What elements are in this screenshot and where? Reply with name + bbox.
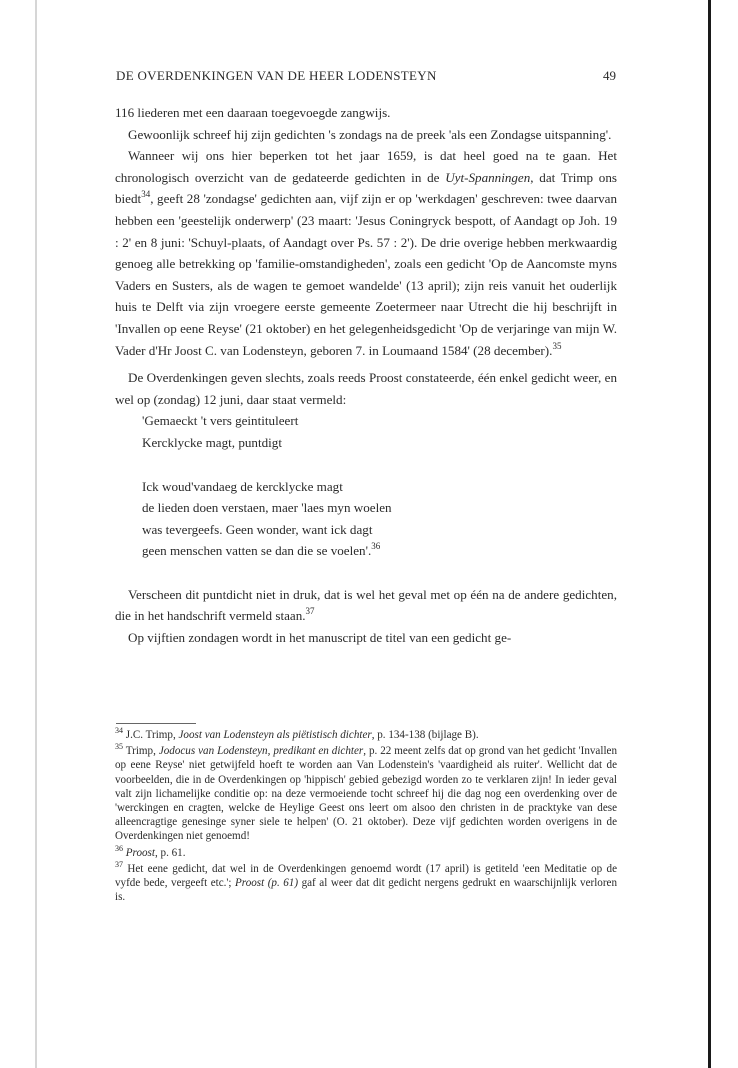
paragraph-4: De Overdenkingen geven slechts, zoals reeds Proost constateerde, één enkel gedicht weer, en wel op (zondag) 12 juni, daar staat vermeld:	[115, 370, 617, 407]
footnote-37-text-a: Het eene gedicht, dat wel in de Overdenkingen genoemd wordt (17 april) is getiteld 'een Meditatie op de vyfde bede, vergeeft etc.';	[115, 862, 617, 890]
paragraph-3-text-c: , geeft 28 'zondagse' gedichten aan, vijf zijn er op 'werkdagen' geschreven: twee daarvan hebben een 'geestelijk onderwerp' (23 maart: 'Jesus Coningryck bespott, of Aandagt op Joh. 19 : 2' en 8 juni: 'Schuyl-plaats, of Aandagt over Ps. 57 : 2'). De drie overige hebben merkwaardig genoeg alle betrekking op 'familie-omstandigheden', zoals een gedicht 'Op de Aancomste myns Vaders en Susters, als de wagen te gemoet wandelde' (13 april); zijn reis vanuit het ouderlijk huis te Delft via zijn vroegere eerste gemeente Zoetermeer naar Utrecht die hij beschrijft in 'Invallen op eene Reyse' (21 oktober) en het gelegenheidsgedicht 'Op de verjaringe van mijn W. Vader d'Hr Joost C. van Lodensteyn, geboren 7. in Loumaand 1584' (28 december).	[115, 191, 617, 358]
footnote-36-number: 36	[115, 843, 123, 853]
body-text	[115, 102, 617, 649]
paragraph-3-text-b: , dat Trimp ons biedt	[115, 169, 618, 207]
footnote-36-title: Proost	[125, 846, 155, 859]
footnote-ref-34[interactable]: 34	[141, 189, 151, 200]
poem-line-1: 'Gemaeckt 't vers geintituleert	[142, 413, 299, 429]
poem	[142, 410, 617, 562]
footnote-ref-36[interactable]: 36	[371, 541, 381, 552]
footnote-35	[115, 744, 617, 843]
paragraph-5-text: Verscheen dit puntdicht niet in druk, dat is wel het geval met op één na de andere gedichten, die in het handschrift vermeld staan.	[115, 586, 617, 624]
running-head: DE OVERDENKINGEN VAN DE HEER LODENSTEYN	[116, 68, 437, 83]
footnotes	[115, 728, 617, 906]
footnote-34-number: 34	[115, 726, 123, 735]
paragraph-3-text-a: Wanneer wij ons hier beperken tot het jaar 1659, is dat heel goed na te gaan. Het chronologisch overzicht van de gedateerde gedichten in de	[115, 148, 617, 185]
footnote-35-text-b: , p. 22 meent zelfs dat op grond van het gedicht 'Invallen op eene Reyse' niet getwijfeld hoeft te worden aan Van Lodenstein's 'vaardigheid als ruiter'. Wellicht dat de voorbeelden, die in de Overdenkingen op 'hippisch' gebied gebezigd worden zo te verklaren zijn! In ieder geval valt zijn lichamelijke conditie op: na deze vermoeiende tocht schreef hij die dag nog een overdenking over de 'werckingen en cragten, welcke de Heylige Geest ons leert om alsoo den christen in de pracktyke van dese alleencragtige genesinge syner siele te helpen' (O. 21 oktober). Deze vijf gedichten worden overigens in de Overdenkingen niet genoemd!	[115, 745, 617, 843]
page-edge-right	[708, 0, 711, 1068]
footnote-37-title: Proost (p. 61)	[235, 877, 299, 890]
poem-line-6-text: geen menschen vatten se dan die se voelen'.	[142, 543, 372, 559]
poem-line-3: Ick woud'vandaeg de kercklycke magt	[142, 478, 343, 494]
poem-line-4: de lieden doen verstaen, maer 'laes myn woelen	[142, 500, 392, 516]
footnote-34-text-b: , p. 134-138 (bijlage B).	[371, 729, 479, 741]
footnote-34-title: Joost van Lodensteyn als piëtistisch dichter	[178, 729, 372, 741]
footnote-34	[115, 728, 617, 742]
footnote-37-text-b: gaf al weer dat dit gedicht nergens gedrukt en waarschijnlijk verloren is.	[115, 877, 617, 904]
paragraph-1: 116 liederen met een daaraan toegevoegde zangwijs.	[115, 105, 391, 120]
poem-line-6	[142, 540, 617, 562]
paragraph-6: Op vijftien zondagen wordt in het manuscript de titel van een gedicht ge-	[128, 630, 512, 646]
poem-line-5: was tevergeefs. Geen wonder, want ick dagt	[142, 521, 373, 537]
work-title-uyt-spanningen: Uyt-Spanningen	[445, 169, 531, 185]
footnote-ref-35[interactable]: 35	[552, 340, 562, 351]
paragraph-2: Gewoonlijk schreef hij zijn gedichten 's zondags na de preek 'als een Zondagse uitspanning'.	[128, 126, 612, 142]
footnote-34-text-a: J.C. Trimp,	[123, 729, 179, 741]
footnote-37	[115, 859, 617, 905]
footnote-36	[115, 843, 617, 860]
footnote-35-title: Jodocus van Lodensteyn, predikant en dichter	[158, 745, 364, 758]
paragraph-3	[115, 145, 617, 361]
footnote-ref-37[interactable]: 37	[305, 606, 315, 617]
footnote-35-text-a: Trimp,	[123, 745, 159, 758]
footnote-rule	[116, 723, 196, 724]
page-edge-left	[35, 0, 37, 1068]
footnote-36-text-b: , p. 61.	[154, 846, 186, 859]
poem-line-2: Kercklycke magt, puntdigt	[142, 434, 282, 450]
paragraph-5	[115, 584, 617, 627]
page-number: 49	[603, 68, 616, 83]
footnote-37-number: 37	[115, 859, 123, 869]
footnote-35-number: 35	[115, 742, 123, 752]
